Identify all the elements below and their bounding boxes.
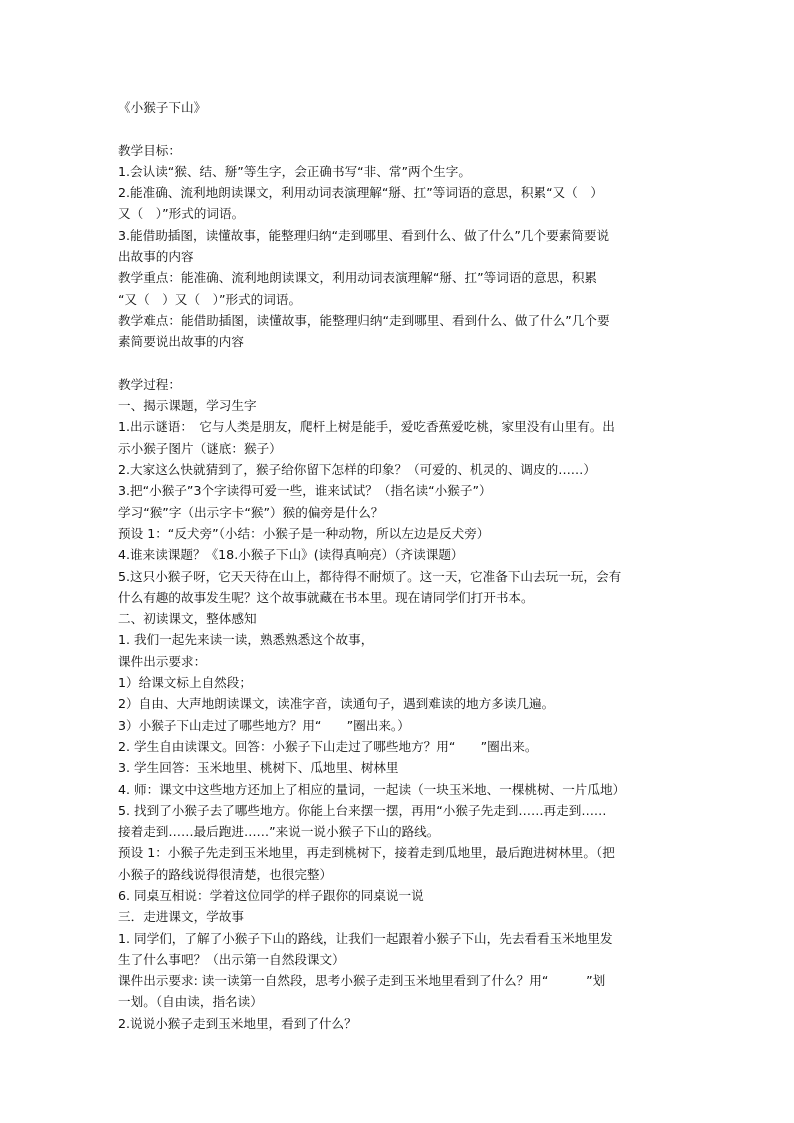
document-title: 《小猴子下山》 [118, 100, 207, 115]
text-line: “又（ ）又（ ）”形式的词语。 [118, 291, 302, 307]
text-line: 3. 学生回答：玉米地里、桃树下、瓜地里、树林里 [118, 760, 399, 776]
text-line: 1. 我们一起先来读一读，熟悉熟悉这个故事， [118, 632, 374, 648]
text-line: 2.能准确、流利地朗读课文，利用动词表演理解“掰、扛”等词语的意思，积累“又（ ） [118, 185, 603, 201]
text-line: 1.出示谜语： 它与人类是朋友，爬杆上树是能手，爱吃香蕉爱吃桃，家里没有山里有。出 [118, 419, 615, 435]
text-line: 1）给课文标上自然段； [118, 675, 252, 691]
text-line: 素简要说出故事的内容 [118, 334, 244, 350]
text-line: 课件出示要求： [118, 653, 207, 669]
spacer [118, 353, 676, 374]
text-line: 什么有趣的故事发生呢？这个故事就藏在书本里。现在请同学们打开书本。 [118, 589, 534, 605]
text-line: 教学目标： [118, 142, 181, 158]
document-page [118, 97, 676, 1034]
text-line: 4. 师：课文中这些地方还加上了相应的量词，一起读（一块玉米地、一棵桃树、一片瓜地） [118, 781, 626, 797]
text-line: 3）小猴子下山走过了哪些地方？用“ ”圈出来。） [118, 717, 410, 733]
text-line: 示小猴子图片（谜底：猴子） [118, 440, 282, 456]
text-line: 出故事的内容 [118, 249, 194, 265]
text-line: 4.谁来读课题？《18.小猴子下山》(读得真响亮）（齐读课题） [118, 547, 464, 563]
text-line: 接着走到……最后跑进……”来说一说小猴子下山的路线。 [118, 824, 440, 840]
text-line: 5.这只小猴子呀，它天天待在山上，都待得不耐烦了。这一天，它准备下山去玩一玩，会有 [118, 568, 622, 584]
text-line: 教学难点：能借助插图，读懂故事，能整理归纳“走到哪里、看到什么、做了什么”几个要 [118, 312, 610, 328]
text-line: 1.会认读“猴、结、掰”等生字，会正确书写“非、常”两个生字。 [118, 163, 471, 179]
spacer [118, 118, 676, 139]
text-line: 2）自由、大声地朗读课文，读准字音，读通句子，遇到难读的地方多读几遍。 [118, 696, 555, 712]
text-line: 一划。（自由读，指名读） [118, 994, 263, 1010]
text-line: 5. 找到了小猴子去了哪些地方。你能上台来摆一摆，再用“小猴子先走到……再走到…… [118, 802, 607, 818]
text-line: 预设 1：小猴子先走到玉米地里，再走到桃树下，接着走到瓜地里，最后跑进树林里。（把 [118, 845, 615, 861]
text-line: 1. 同学们，了解了小猴子下山的路线，让我们一起跟着小猴子下山，先去看看玉米地里发 [118, 930, 613, 946]
text-line: 2. 学生自由读课文。回答：小猴子下山走过了哪些地方？用“ ”圈出来。 [118, 738, 538, 754]
text-line: 预设 1：“反犬旁”（小结：小猴子是一种动物，所以左边是反犬旁） [118, 525, 490, 541]
text-line: 三．走进课文，学故事 [118, 909, 244, 925]
text-line: 课件出示要求: 读一读第一自然段，思考小猴子走到玉米地里看到了什么？用“ ”划 [118, 973, 606, 989]
text-line: 教学重点：能准确、流利地朗读课文，利用动词表演理解“掰、扛”等词语的意思，积累 [118, 270, 598, 286]
text-line: 3.能借助插图，读懂故事，能整理归纳“走到哪里、看到什么、做了什么”几个要素简要说 [118, 227, 610, 243]
document-body [118, 140, 676, 1034]
text-line: 3.把“小猴子”3个字读得可爱一些，谁来试试？（指名读“小猴子”） [118, 483, 492, 499]
text-line: 小猴子的路线说得很清楚，也很完整） [118, 866, 333, 882]
text-line: 学习“猴”字（出示字卡“猴”）猴的偏旁是什么？ [118, 504, 384, 520]
text-line: 2.大家这么快就猜到了，猴子给你留下怎样的印象？（可爱的、机灵的、调皮的……） [118, 462, 596, 478]
text-line: 又（ ）”形式的词语。 [118, 206, 245, 222]
text-line: 教学过程： [118, 376, 181, 392]
text-line: 生了什么事吧？（出示第一自然段课文） [118, 951, 345, 967]
text-line: 二、初读课文，整体感知 [118, 611, 257, 627]
text-line: 6. 同桌互相说：学着这位同学的样子跟你的同桌说一说 [118, 887, 424, 903]
text-line: 一、揭示课题，学习生字 [118, 398, 257, 414]
text-line: 2.说说小猴子走到玉米地里，看到了什么？ [118, 1015, 357, 1031]
